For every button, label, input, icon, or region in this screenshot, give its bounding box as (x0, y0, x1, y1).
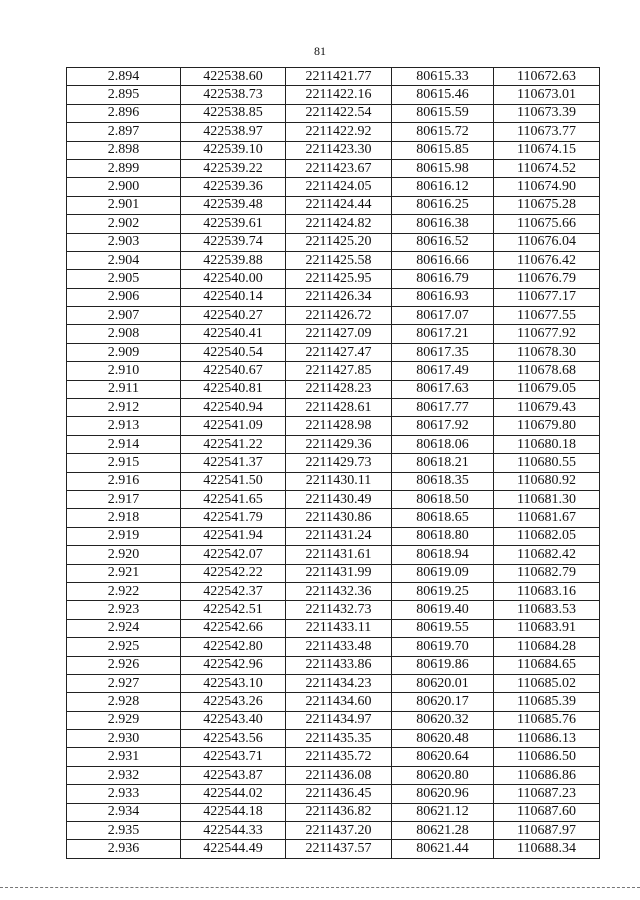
table-cell-value-3: 80620.96 (392, 785, 494, 803)
table-cell-index: 2.904 (67, 251, 181, 269)
table-cell-index: 2.913 (67, 417, 181, 435)
table-cell-value-2: 2211431.24 (286, 527, 392, 545)
table-cell-value-2: 2211428.98 (286, 417, 392, 435)
table-cell-value-3: 80616.66 (392, 251, 494, 269)
table-cell-value-4: 110674.52 (494, 159, 600, 177)
table-cell-value-2: 2211430.49 (286, 490, 392, 508)
table-cell-index: 2.901 (67, 196, 181, 214)
table-row (67, 693, 600, 711)
table-cell-index: 2.934 (67, 803, 181, 821)
table-cell-index: 2.919 (67, 527, 181, 545)
table-cell-value-2: 2211422.54 (286, 104, 392, 122)
table-cell-value-3: 80617.35 (392, 343, 494, 361)
table-cell-value-2: 2211428.23 (286, 380, 392, 398)
table-cell-value-2: 2211423.67 (286, 159, 392, 177)
table-row (67, 343, 600, 361)
table-cell-value-4: 110685.02 (494, 674, 600, 692)
table-cell-index: 2.924 (67, 619, 181, 637)
table-cell-value-3: 80618.50 (392, 490, 494, 508)
table-cell-value-4: 110676.79 (494, 270, 600, 288)
table-cell-value-4: 110678.68 (494, 362, 600, 380)
table-cell-value-4: 110687.23 (494, 785, 600, 803)
table-cell-value-1: 422538.85 (181, 104, 286, 122)
table-cell-value-1: 422539.74 (181, 233, 286, 251)
table-cell-value-4: 110688.34 (494, 840, 600, 858)
table-cell-value-1: 422541.50 (181, 472, 286, 490)
table-cell-value-3: 80617.92 (392, 417, 494, 435)
table-cell-index: 2.931 (67, 748, 181, 766)
table-cell-value-1: 422541.22 (181, 435, 286, 453)
table-row (67, 454, 600, 472)
table-row (67, 527, 600, 545)
table-cell-value-4: 110687.60 (494, 803, 600, 821)
table-cell-index: 2.916 (67, 472, 181, 490)
table-cell-value-3: 80621.44 (392, 840, 494, 858)
table-cell-index: 2.921 (67, 564, 181, 582)
table-cell-value-3: 80620.64 (392, 748, 494, 766)
table-row (67, 638, 600, 656)
table-cell-value-1: 422540.27 (181, 307, 286, 325)
table-cell-value-4: 110674.15 (494, 141, 600, 159)
table-cell-index: 2.922 (67, 582, 181, 600)
table-cell-value-4: 110685.76 (494, 711, 600, 729)
table-cell-value-4: 110684.28 (494, 638, 600, 656)
table-cell-value-3: 80617.63 (392, 380, 494, 398)
table-cell-value-1: 422544.18 (181, 803, 286, 821)
table-cell-value-4: 110682.05 (494, 527, 600, 545)
table-cell-index: 2.912 (67, 399, 181, 417)
table-cell-value-2: 2211423.30 (286, 141, 392, 159)
table-cell-value-1: 422543.87 (181, 766, 286, 784)
table-cell-value-1: 422543.10 (181, 674, 286, 692)
table-row (67, 104, 600, 122)
table-cell-value-1: 422542.51 (181, 601, 286, 619)
table-cell-value-2: 2211433.86 (286, 656, 392, 674)
table-cell-value-2: 2211432.73 (286, 601, 392, 619)
table-cell-value-4: 110679.80 (494, 417, 600, 435)
table-cell-value-2: 2211431.99 (286, 564, 392, 582)
table-cell-value-4: 110676.04 (494, 233, 600, 251)
table-cell-index: 2.926 (67, 656, 181, 674)
table-cell-value-3: 80616.79 (392, 270, 494, 288)
table-cell-value-1: 422541.65 (181, 490, 286, 508)
table-cell-value-4: 110685.39 (494, 693, 600, 711)
table-cell-value-4: 110681.30 (494, 490, 600, 508)
table-row (67, 141, 600, 159)
table-cell-value-3: 80617.07 (392, 307, 494, 325)
table-cell-value-4: 110680.18 (494, 435, 600, 453)
table-row (67, 766, 600, 784)
table-cell-value-1: 422539.48 (181, 196, 286, 214)
table-cell-value-3: 80617.49 (392, 362, 494, 380)
table-cell-value-1: 422542.22 (181, 564, 286, 582)
table-cell-index: 2.897 (67, 123, 181, 141)
table-cell-value-3: 80620.32 (392, 711, 494, 729)
table-cell-value-1: 422543.71 (181, 748, 286, 766)
table-cell-value-3: 80615.46 (392, 86, 494, 104)
table-cell-value-2: 2211431.61 (286, 546, 392, 564)
table-row (67, 380, 600, 398)
table-row (67, 251, 600, 269)
table-cell-index: 2.902 (67, 215, 181, 233)
table-cell-value-1: 422540.94 (181, 399, 286, 417)
table-cell-value-2: 2211422.16 (286, 86, 392, 104)
table-cell-index: 2.927 (67, 674, 181, 692)
table-cell-value-3: 80620.01 (392, 674, 494, 692)
table-cell-value-2: 2211430.86 (286, 509, 392, 527)
table-cell-value-1: 422540.81 (181, 380, 286, 398)
table-cell-value-3: 80619.86 (392, 656, 494, 674)
table-cell-value-3: 80618.80 (392, 527, 494, 545)
table-cell-value-1: 422539.36 (181, 178, 286, 196)
table-cell-value-1: 422543.56 (181, 730, 286, 748)
table-cell-index: 2.917 (67, 490, 181, 508)
table-cell-value-4: 110683.53 (494, 601, 600, 619)
table-cell-value-2: 2211435.72 (286, 748, 392, 766)
table-cell-value-3: 80616.25 (392, 196, 494, 214)
table-row (67, 472, 600, 490)
table-cell-value-3: 80619.55 (392, 619, 494, 637)
table-cell-value-1: 422539.61 (181, 215, 286, 233)
table-cell-value-3: 80619.70 (392, 638, 494, 656)
page-bottom-rule (0, 887, 640, 888)
table-cell-value-3: 80619.25 (392, 582, 494, 600)
table-cell-value-1: 422539.22 (181, 159, 286, 177)
table-cell-value-1: 422541.09 (181, 417, 286, 435)
table-cell-value-4: 110683.16 (494, 582, 600, 600)
table-cell-value-2: 2211434.97 (286, 711, 392, 729)
table-cell-index: 2.903 (67, 233, 181, 251)
table-cell-value-3: 80617.77 (392, 399, 494, 417)
table-row (67, 564, 600, 582)
table-cell-value-4: 110674.90 (494, 178, 600, 196)
table-cell-value-2: 2211433.11 (286, 619, 392, 637)
table-cell-index: 2.905 (67, 270, 181, 288)
table-cell-value-2: 2211437.57 (286, 840, 392, 858)
table-row (67, 748, 600, 766)
table-cell-value-2: 2211427.85 (286, 362, 392, 380)
table-cell-value-4: 110677.92 (494, 325, 600, 343)
table-cell-value-2: 2211429.36 (286, 435, 392, 453)
table-row (67, 68, 600, 86)
table-cell-value-2: 2211425.95 (286, 270, 392, 288)
table-cell-value-4: 110673.77 (494, 123, 600, 141)
table-cell-value-3: 80621.28 (392, 822, 494, 840)
table-cell-value-1: 422541.79 (181, 509, 286, 527)
table-cell-value-3: 80617.21 (392, 325, 494, 343)
table-cell-value-3: 80616.38 (392, 215, 494, 233)
table-row (67, 803, 600, 821)
table-cell-value-1: 422543.40 (181, 711, 286, 729)
table-cell-index: 2.923 (67, 601, 181, 619)
table-cell-value-2: 2211437.20 (286, 822, 392, 840)
table-cell-value-4: 110684.65 (494, 656, 600, 674)
table-cell-value-2: 2211425.20 (286, 233, 392, 251)
table-row (67, 711, 600, 729)
table-cell-value-2: 2211422.92 (286, 123, 392, 141)
table-row (67, 509, 600, 527)
table-cell-value-4: 110676.42 (494, 251, 600, 269)
table-cell-index: 2.911 (67, 380, 181, 398)
page-number: 81 (314, 44, 326, 58)
table-cell-value-4: 110673.39 (494, 104, 600, 122)
table-row (67, 123, 600, 141)
table-row (67, 86, 600, 104)
table-cell-value-2: 2211430.11 (286, 472, 392, 490)
table-cell-value-1: 422538.97 (181, 123, 286, 141)
table-row (67, 233, 600, 251)
table-cell-index: 2.925 (67, 638, 181, 656)
table-cell-value-1: 422542.07 (181, 546, 286, 564)
table-cell-value-1: 422542.80 (181, 638, 286, 656)
table-row (67, 362, 600, 380)
table-row (67, 546, 600, 564)
table-cell-value-4: 110682.79 (494, 564, 600, 582)
table-row (67, 490, 600, 508)
table-cell-value-4: 110679.43 (494, 399, 600, 417)
table-cell-value-3: 80618.21 (392, 454, 494, 472)
table-row (67, 196, 600, 214)
table-cell-value-3: 80615.33 (392, 68, 494, 86)
table-cell-value-2: 2211436.08 (286, 766, 392, 784)
table-row (67, 325, 600, 343)
table-cell-value-4: 110675.66 (494, 215, 600, 233)
table-cell-value-2: 2211426.34 (286, 288, 392, 306)
table-cell-value-2: 2211432.36 (286, 582, 392, 600)
table-cell-value-3: 80620.17 (392, 693, 494, 711)
table-cell-value-3: 80616.52 (392, 233, 494, 251)
table-cell-value-1: 422540.41 (181, 325, 286, 343)
table-cell-index: 2.914 (67, 435, 181, 453)
table-cell-index: 2.928 (67, 693, 181, 711)
table-cell-value-2: 2211424.82 (286, 215, 392, 233)
table-cell-value-1: 422540.14 (181, 288, 286, 306)
table-cell-value-2: 2211425.58 (286, 251, 392, 269)
table-cell-index: 2.936 (67, 840, 181, 858)
table-body (67, 68, 600, 859)
table-row (67, 417, 600, 435)
table-cell-value-1: 422538.73 (181, 86, 286, 104)
table-cell-value-2: 2211433.48 (286, 638, 392, 656)
table-cell-value-4: 110686.86 (494, 766, 600, 784)
table-cell-value-1: 422542.66 (181, 619, 286, 637)
table-cell-value-2: 2211424.44 (286, 196, 392, 214)
table-cell-value-2: 2211435.35 (286, 730, 392, 748)
table-cell-value-2: 2211434.23 (286, 674, 392, 692)
table-cell-index: 2.896 (67, 104, 181, 122)
table-cell-index: 2.906 (67, 288, 181, 306)
table-cell-value-2: 2211428.61 (286, 399, 392, 417)
table-row (67, 601, 600, 619)
table-cell-value-1: 422541.94 (181, 527, 286, 545)
table-cell-value-2: 2211427.47 (286, 343, 392, 361)
table-cell-value-2: 2211429.73 (286, 454, 392, 472)
table-row (67, 674, 600, 692)
table-cell-value-1: 422540.67 (181, 362, 286, 380)
table-cell-value-1: 422542.37 (181, 582, 286, 600)
table-cell-index: 2.915 (67, 454, 181, 472)
table-cell-index: 2.932 (67, 766, 181, 784)
table-cell-index: 2.899 (67, 159, 181, 177)
table-cell-value-3: 80620.80 (392, 766, 494, 784)
table-cell-value-3: 80618.94 (392, 546, 494, 564)
table-row (67, 159, 600, 177)
table-cell-value-4: 110683.91 (494, 619, 600, 637)
table-cell-value-3: 80618.06 (392, 435, 494, 453)
table-cell-value-4: 110686.13 (494, 730, 600, 748)
table-cell-value-3: 80615.59 (392, 104, 494, 122)
table-cell-value-4: 110678.30 (494, 343, 600, 361)
table-cell-value-4: 110672.63 (494, 68, 600, 86)
table-cell-value-4: 110673.01 (494, 86, 600, 104)
coordinate-table (66, 67, 600, 859)
table-cell-value-1: 422540.00 (181, 270, 286, 288)
table-cell-value-4: 110680.92 (494, 472, 600, 490)
table-cell-value-2: 2211426.72 (286, 307, 392, 325)
table-row (67, 582, 600, 600)
table-row (67, 840, 600, 858)
table-cell-index: 2.929 (67, 711, 181, 729)
table-cell-value-2: 2211436.82 (286, 803, 392, 821)
table-cell-value-2: 2211427.09 (286, 325, 392, 343)
table-cell-value-3: 80616.12 (392, 178, 494, 196)
table-cell-value-1: 422544.49 (181, 840, 286, 858)
table-cell-value-1: 422542.96 (181, 656, 286, 674)
table-row (67, 270, 600, 288)
table-cell-value-4: 110686.50 (494, 748, 600, 766)
table-row (67, 178, 600, 196)
table-row (67, 619, 600, 637)
table-cell-index: 2.908 (67, 325, 181, 343)
table-cell-value-1: 422538.60 (181, 68, 286, 86)
table-cell-value-3: 80615.85 (392, 141, 494, 159)
table-cell-value-3: 80619.09 (392, 564, 494, 582)
table-row (67, 822, 600, 840)
table-cell-value-1: 422539.10 (181, 141, 286, 159)
table-cell-value-2: 2211421.77 (286, 68, 392, 86)
table-cell-index: 2.910 (67, 362, 181, 380)
table-cell-index: 2.894 (67, 68, 181, 86)
table-cell-value-4: 110677.17 (494, 288, 600, 306)
table-row (67, 307, 600, 325)
table-cell-value-2: 2211424.05 (286, 178, 392, 196)
table-cell-index: 2.895 (67, 86, 181, 104)
table-cell-value-1: 422544.33 (181, 822, 286, 840)
table-cell-value-4: 110687.97 (494, 822, 600, 840)
table-cell-value-3: 80615.98 (392, 159, 494, 177)
table-cell-index: 2.930 (67, 730, 181, 748)
table-cell-value-1: 422540.54 (181, 343, 286, 361)
table-cell-index: 2.933 (67, 785, 181, 803)
table-cell-value-3: 80618.65 (392, 509, 494, 527)
table-cell-index: 2.898 (67, 141, 181, 159)
table-cell-value-3: 80618.35 (392, 472, 494, 490)
table-cell-value-1: 422544.02 (181, 785, 286, 803)
table-cell-value-3: 80621.12 (392, 803, 494, 821)
table-cell-index: 2.935 (67, 822, 181, 840)
table-cell-index: 2.909 (67, 343, 181, 361)
table-row (67, 730, 600, 748)
table-row (67, 399, 600, 417)
table-row (67, 785, 600, 803)
table-cell-value-1: 422541.37 (181, 454, 286, 472)
table-row (67, 215, 600, 233)
table-cell-value-4: 110677.55 (494, 307, 600, 325)
table-cell-value-1: 422539.88 (181, 251, 286, 269)
table-cell-value-3: 80619.40 (392, 601, 494, 619)
table-cell-value-4: 110680.55 (494, 454, 600, 472)
table-cell-index: 2.918 (67, 509, 181, 527)
table-row (67, 435, 600, 453)
table-row (67, 656, 600, 674)
table-cell-value-1: 422543.26 (181, 693, 286, 711)
table-cell-index: 2.907 (67, 307, 181, 325)
table-cell-value-3: 80615.72 (392, 123, 494, 141)
table-cell-value-4: 110681.67 (494, 509, 600, 527)
table-cell-index: 2.900 (67, 178, 181, 196)
table-row (67, 288, 600, 306)
table-cell-value-2: 2211436.45 (286, 785, 392, 803)
table-cell-value-4: 110679.05 (494, 380, 600, 398)
table-cell-value-3: 80616.93 (392, 288, 494, 306)
table-cell-index: 2.920 (67, 546, 181, 564)
table-cell-value-2: 2211434.60 (286, 693, 392, 711)
table-cell-value-4: 110675.28 (494, 196, 600, 214)
table-cell-value-3: 80620.48 (392, 730, 494, 748)
table-cell-value-4: 110682.42 (494, 546, 600, 564)
